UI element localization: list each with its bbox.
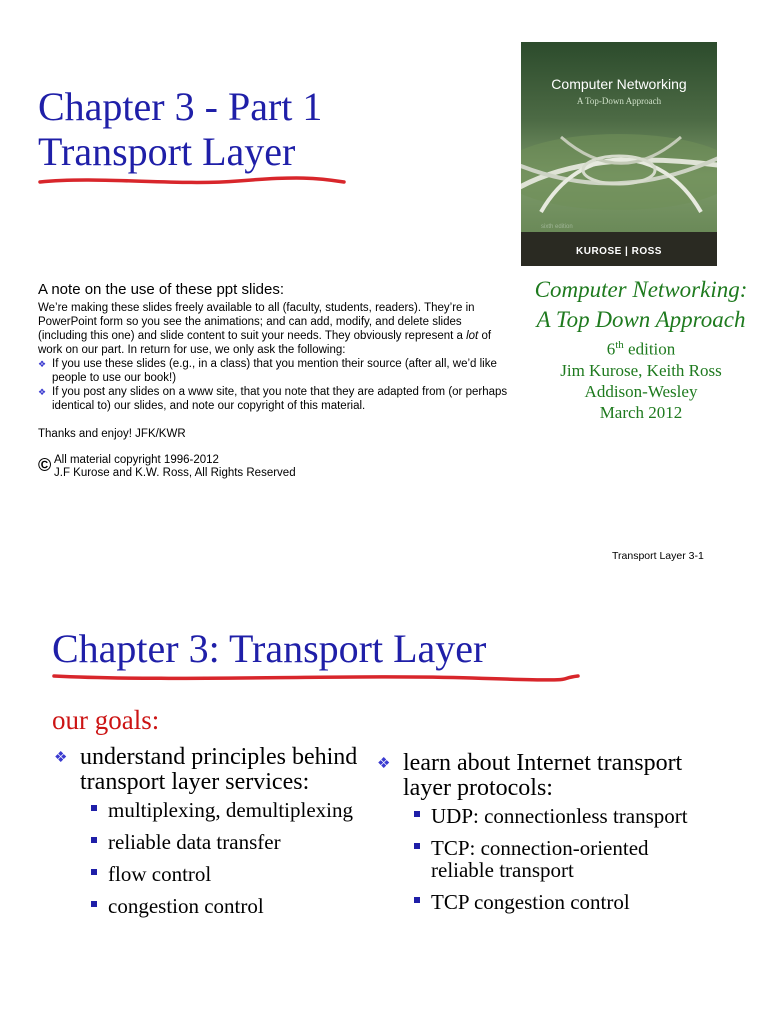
book-title: Computer Networking: A Top Down Approach <box>534 277 748 332</box>
slide1-title <box>38 84 322 174</box>
slide2-title: Chapter 3: Transport Layer <box>52 626 487 671</box>
list-item: reliable data transfer <box>80 831 362 853</box>
usage-note-list <box>38 357 508 413</box>
cover-edition: sixth edition <box>541 224 573 230</box>
list-item: UDP: connectionless transport <box>403 805 715 827</box>
list-item: ❖ If you use these slides (e.g., in a class) that you mention their source (after all, we’d like people to use our book!) <box>38 358 497 384</box>
list-item: TCP congestion control <box>403 891 715 913</box>
slide1-title-underline <box>38 172 348 190</box>
diamond-bullet-icon: ❖ <box>377 756 391 772</box>
slide1-title-line1: Chapter 3 - Part 1 <box>38 84 323 129</box>
list-item: ❖ understand principles behind transport layer services: <box>54 744 358 795</box>
cover-subtitle: A Top-Down Approach <box>576 96 662 106</box>
square-bullet-icon <box>91 901 97 907</box>
book-date: March 2012 <box>599 402 683 422</box>
list-item: multiplexing, demultiplexing <box>80 799 362 821</box>
goals-left-column <box>52 745 362 927</box>
list-item: flow control <box>80 863 362 885</box>
list-item: TCP: connection-oriented reliable transport <box>403 837 715 881</box>
list-item: ❖ learn about Internet transport layer protocols: <box>377 750 683 801</box>
sub-list <box>80 799 362 917</box>
square-bullet-icon <box>91 805 97 811</box>
book-info <box>528 275 754 423</box>
book-publisher: Addison-Wesley <box>584 381 698 401</box>
sub-list <box>403 805 715 913</box>
book-meta <box>528 335 754 423</box>
goals-heading: our goals: <box>52 705 160 735</box>
book-cover-image <box>521 42 717 266</box>
book-edition: 6th edition <box>606 339 676 359</box>
diamond-bullet-icon: ❖ <box>38 359 47 369</box>
diamond-bullet-icon: ❖ <box>54 750 68 766</box>
usage-note-heading: A note on the use of these ppt slides: <box>38 281 285 298</box>
list-item: congestion control <box>80 895 362 917</box>
square-bullet-icon <box>414 843 420 849</box>
square-bullet-icon <box>414 811 420 817</box>
list-item: ❖ If you post any slides on a www site, that you note that they are adapted from (or perhaps identical to) our slides, and note our copyright of this material. <box>38 386 508 412</box>
cover-title: Computer Networking <box>551 76 687 92</box>
diamond-bullet-icon: ❖ <box>38 387 47 397</box>
book-authors: Jim Kurose, Keith Ross <box>560 360 722 380</box>
square-bullet-icon <box>414 897 420 903</box>
copyright-notice: © All material copyright 1996-2012 J.F Kurose and K.W. Ross, All Rights Reserved <box>38 454 296 479</box>
slide-number: Transport Layer 3-1 <box>612 550 704 562</box>
slide1-title-line2: Transport Layer <box>38 129 296 174</box>
usage-note-paragraph: We’re making these slides freely available to all (faculty, students, readers). They’re in PowerPoint form so you see the animations; and can add, modify, and delete slides (including this one) and slide content to suit your needs. They obviously represent a lot of work on our part. In return for use, we only ask the following: <box>38 302 492 356</box>
usage-note <box>38 281 508 480</box>
thanks-line: Thanks and enjoy! JFK/KWR <box>38 428 186 440</box>
square-bullet-icon <box>91 869 97 875</box>
copyright-icon: © <box>38 455 52 475</box>
slide2-title-underline <box>52 671 582 685</box>
square-bullet-icon <box>91 837 97 843</box>
goals-right-column <box>375 751 715 923</box>
cover-authors: KUROSE | ROSS <box>576 246 662 257</box>
